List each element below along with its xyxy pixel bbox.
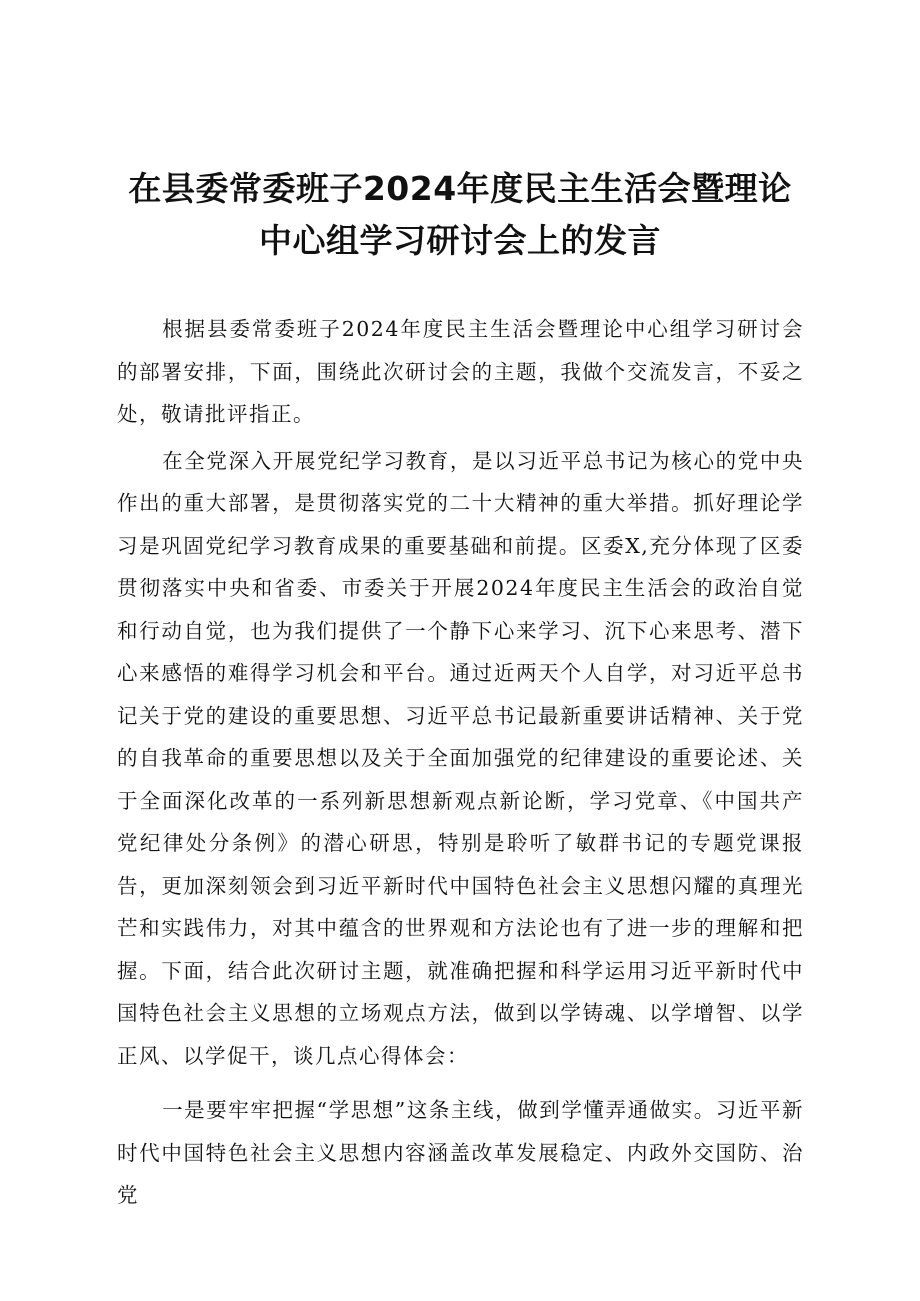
paragraph-intro: 根据县委常委班子2024年度民主生活会暨理论中心组学习研讨会的部署安排，下面，围绕此次研讨会的主题，我做个交流发言，不妥之处，敬请批评指正。 xyxy=(117,317,804,426)
title-line-2: 中心组学习研讨会上的发言 xyxy=(259,221,661,260)
title-line-1: 在县委常委班子2024年度民主生活会暨理论 xyxy=(128,169,792,208)
document-body xyxy=(117,308,804,1217)
paragraph-point-one: 一是要牢牢把握“学思想”这条主线，做到学懂弄通做实。习近平新时代中国特色社会主义思想内容涵盖改革发展稳定、内政外交国防、治党 xyxy=(117,1098,804,1207)
paragraph-background: 在全党深入开展党纪学习教育，是以习近平总书记为核心的党中央作出的重大部署，是贯彻落实党的二十大精神的重大举措。抓好理论学习是巩固党纪学习教育成果的重要基础和前提。区委X,充分体现了区委贯彻落实中央和省委、市委关于开展2024年度民主生活会的政治自觉和行动自觉，也为我们提供了一个静下心来学习、沉下心来思考、潜下心来感悟的难得学习机会和平台。通过近两天个人自学，对习近平总书记关于党的建设的重要思想、习近平总书记最新重要讲话精神、关于党的自我革命的重要思想以及关于全面加强党的纪律建设的重要论述、关于全面深化改革的一系列新思想新观点新论断，学习党章、《中国共产党纪律处分条例》的潜心研思，特别是聆听了敏群书记的专题党课报告，更加深刻领会到习近平新时代中国特色社会主义思想闪耀的真理光芒和实践伟力，对其中蕴含的世界观和方法论也有了进一步的理解和把握。下面，结合此次研讨主题，就准确把握和科学运用习近平新时代中国特色社会主义思想的立场观点方法，做到以学铸魂、以学增智、以学正风、以学促干，谈几点心得体会： xyxy=(117,448,804,1068)
document-title xyxy=(100,163,820,267)
